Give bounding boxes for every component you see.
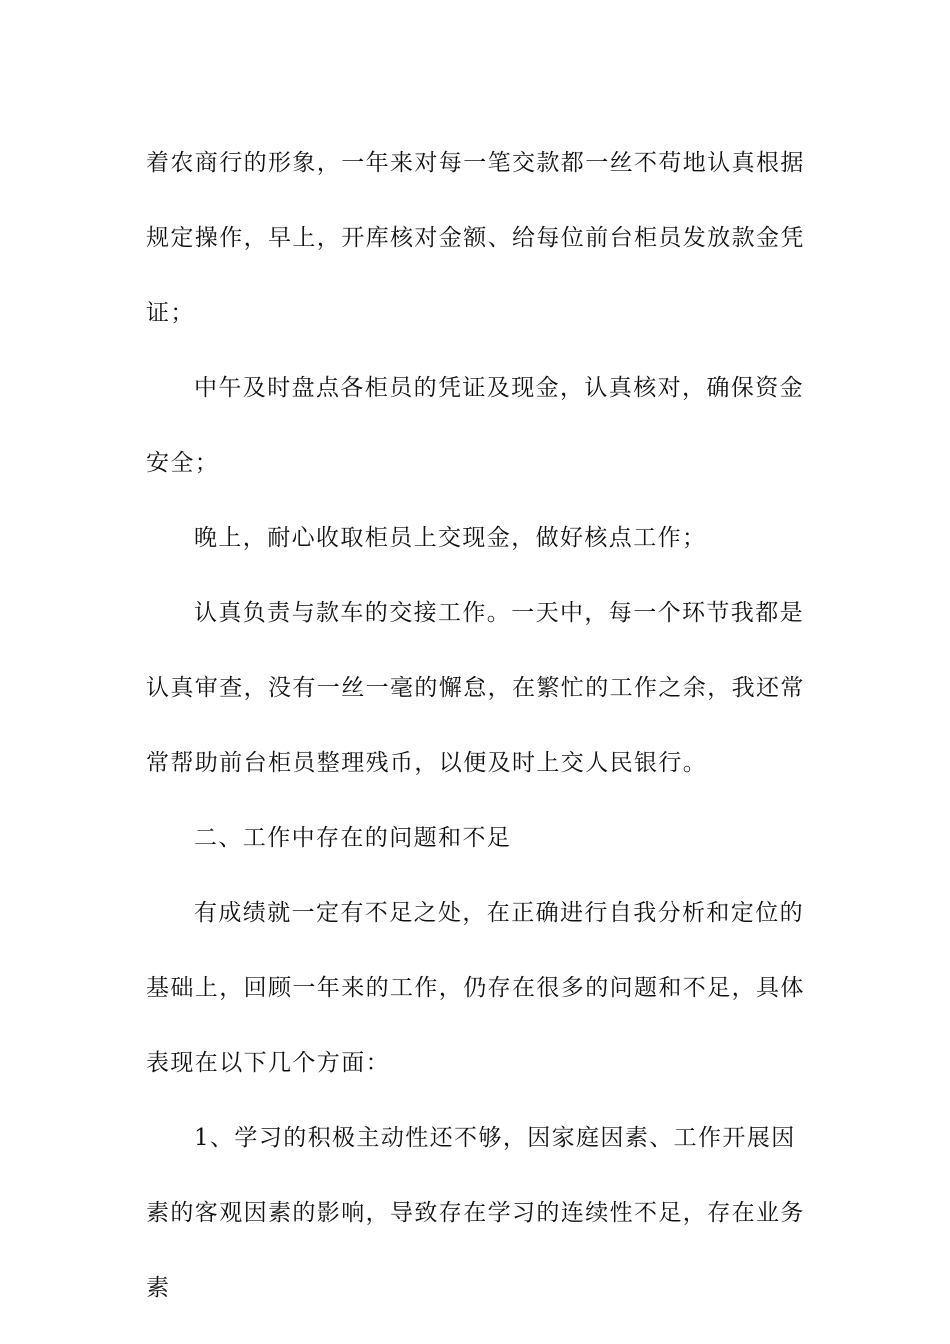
paragraph-5: 有成绩就一定有不足之处，在正确进行自我分析和定位的基础上，回顾一年来的工作，仍存在很多的问题和不足，具体表现在以下几个方面： [146,900,805,1076]
paragraph-6: 1、学习的积极主动性还不够，因家庭因素、工作开展因素的客观因素的影响，导致存在学习的连续性不足，存在业务素 [146,1125,805,1301]
document-body [146,126,806,1326]
section-heading-2: 二、工作中存在的问题和不足 [194,825,512,851]
paragraph-4: 认真负责与款车的交接工作。一天中，每一个环节我都是认真审查，没有一丝一毫的懈怠，在繁忙的工作之余，我还常常帮助前台柜员整理残币，以便及时上交人民银行。 [146,600,805,776]
paragraph-3: 晚上，耐心收取柜员上交现金，做好核点工作； [194,525,707,551]
paragraph-2: 中午及时盘点各柜员的凭证及现金，认真核对，确保资金安全； [146,375,804,476]
paragraph-1: 着农商行的形象，一年来对每一笔交款都一丝不苟地认真根据规定操作，早上，开库核对金额、给每位前台柜员发放款金凭证； [146,150,805,326]
